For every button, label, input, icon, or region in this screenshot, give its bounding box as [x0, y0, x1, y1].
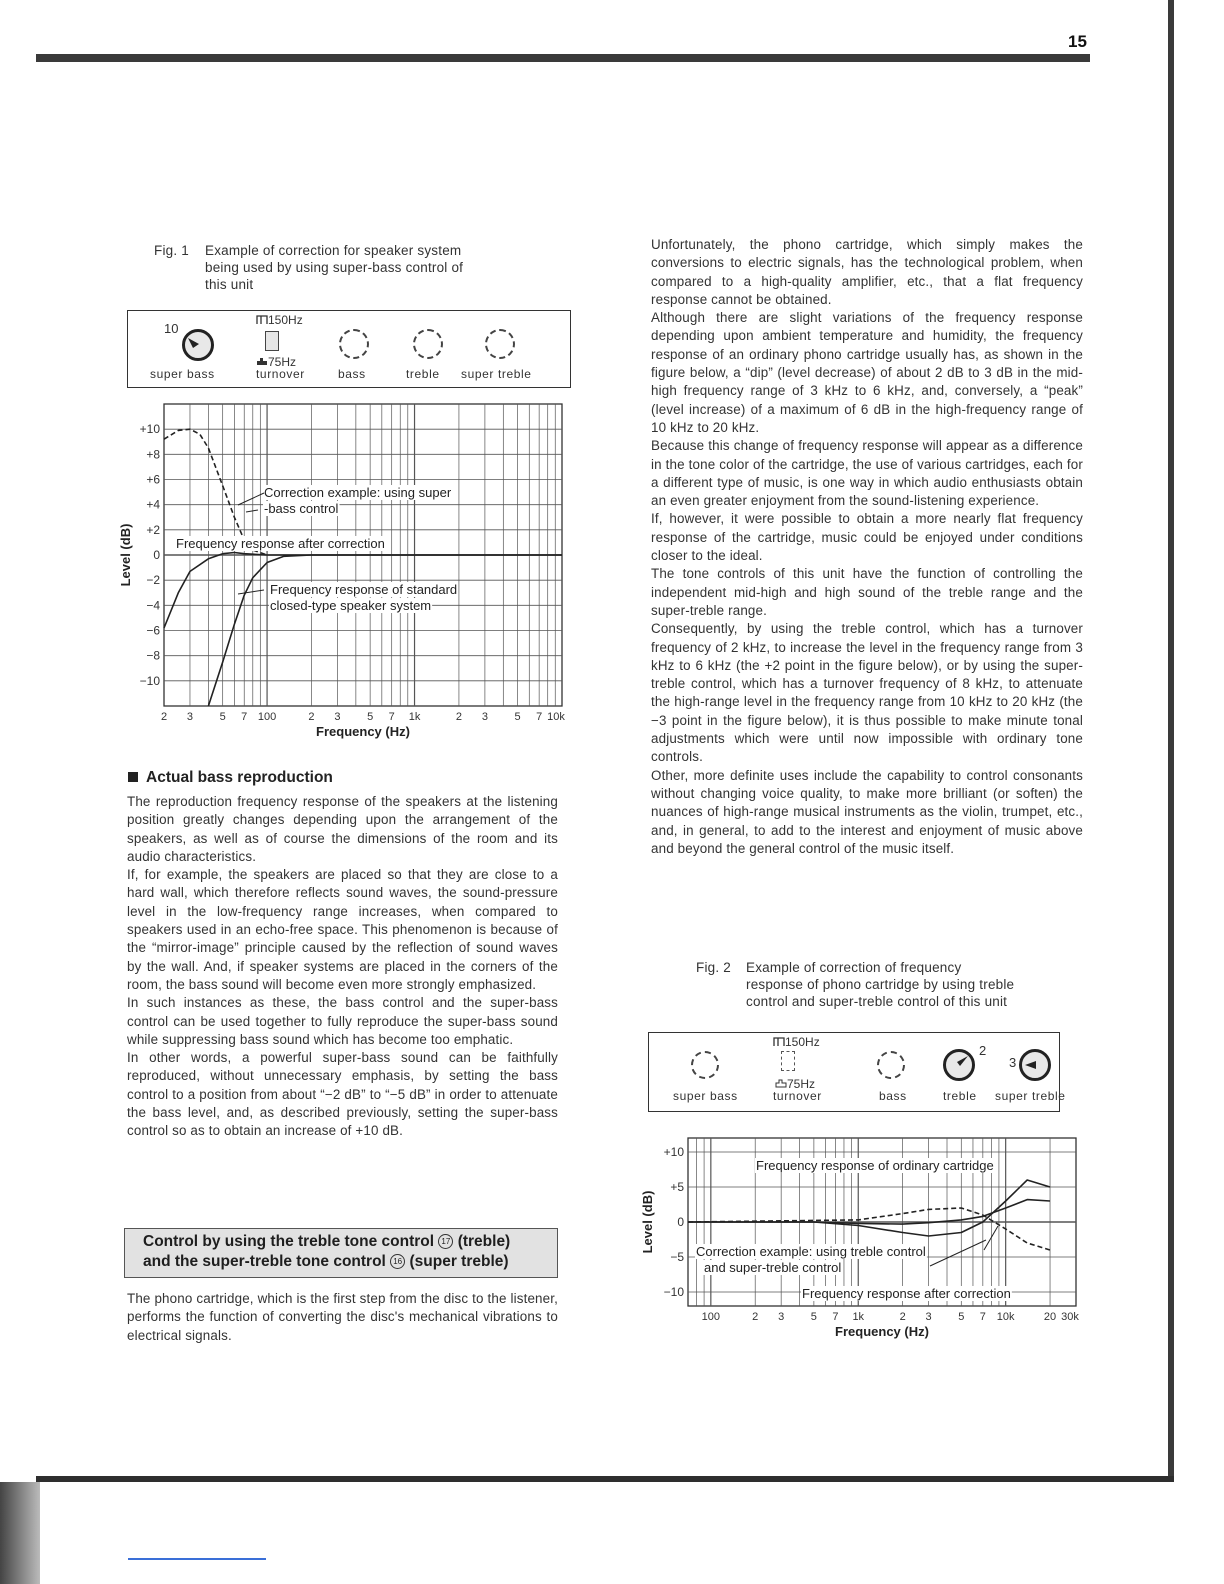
fig2-control-panel — [648, 1032, 1066, 1112]
y-axis-title: Level (dB) — [640, 1190, 655, 1254]
fig1-label-turnover: turnover — [256, 367, 305, 381]
annotation-2: -bass control — [264, 501, 339, 516]
annotation-4: Frequency response after correction — [802, 1286, 1011, 1301]
chart1-annotations — [175, 485, 458, 613]
switch-high-icon — [773, 1036, 785, 1047]
x-tick-label: 2 — [752, 1311, 759, 1323]
treble-heading-line-1 — [143, 1233, 510, 1251]
x-tick-label: 10k — [996, 1311, 1015, 1323]
right-paragraph-1: Unfortunately, the phono cartridge, which simply makes the conversions to electric signals, has the technological problem, when compared to a high-quality amplifier, etc., that a flat frequency response cannot be obtained. — [651, 237, 1083, 307]
treble-heading-line-2 — [143, 1253, 509, 1271]
page-number: 15 — [1068, 32, 1087, 51]
knob-pointer-icon — [1022, 1052, 1048, 1078]
scan-edge-bottom — [36, 1476, 1174, 1482]
leader-line-2 — [246, 510, 258, 512]
fig2-number: Fig. 2 — [696, 960, 731, 975]
x-tick-label: 5 — [958, 1311, 965, 1323]
y-tick-label: −4 — [146, 598, 160, 613]
annotation-3: and super-treble control — [704, 1260, 842, 1275]
fig2-caption — [696, 959, 1076, 1013]
chart2-curves — [688, 1180, 1050, 1250]
x-tick-label: 3 — [481, 711, 488, 723]
fig2-superbass-knob[interactable] — [691, 1051, 719, 1079]
leader-line-2 — [930, 1240, 986, 1266]
fig1-turnover-switch[interactable] — [265, 331, 279, 351]
x-tick-label: 100 — [257, 711, 277, 723]
fig1-label-treble: treble — [406, 367, 440, 381]
scan-blue-mark — [128, 1558, 266, 1560]
right-paragraph-6: Consequently, by using the treble control, which has a turnover frequency of 2 kHz, to increase the level in the frequency range from 3 kHz to 6 kHz (the +2 point in the figure below), or by using the super-treble control, which has a turnover frequency of 8 kHz, to attenuate the high-range level in the frequency range from 10 kHz to 20 kHz (the −3 point in the figure below), it is thus possible to make minute tonal adjustments which were until now impossible with ordinary tone controls. — [651, 621, 1083, 765]
right-paragraph-7: Other, more definite uses include the capability to control consonants without changing voice quality, to make more brilliant (or soften) the nuances of high-range musical instruments as the violin, trumpet, etc., and, in general, to add to the interest and enjoyment of music above and beyond the general control of the music itself. — [651, 767, 1083, 856]
fig2-switch-bottom-text: 75Hz — [787, 1077, 816, 1091]
y-tick-label: −5 — [670, 1250, 684, 1264]
x-tick-label: 2 — [455, 711, 462, 723]
x-tick-label: 2 — [899, 1311, 906, 1323]
x-tick-label: 2 — [308, 711, 315, 723]
section-heading-text: Actual bass reproduction — [146, 769, 333, 786]
x-tick-label: 1k — [408, 711, 421, 723]
y-tick-label: 0 — [153, 548, 160, 562]
y-tick-label: +10 — [139, 422, 160, 437]
annotation-5: closed-type speaker system — [270, 598, 432, 613]
annotation-4: Frequency response of standard — [270, 582, 458, 597]
knob-pointer-icon — [185, 332, 211, 358]
treble-ref-icon: 17 — [438, 1234, 453, 1249]
x-tick-label: 1k — [852, 1311, 865, 1323]
left-final-paragraph — [127, 1290, 558, 1345]
x-tick-label: 10k — [547, 711, 565, 723]
x-tick-label: 30k — [1061, 1311, 1079, 1323]
section-heading-bass — [128, 769, 333, 787]
x-tick-label: 5 — [219, 711, 226, 723]
treble-heading-tail-2: (super treble) — [409, 1253, 509, 1270]
fig1-superbass-value: 10 — [164, 321, 179, 336]
fig1-number: Fig. 1 — [154, 243, 189, 258]
y-tick-label: +4 — [146, 497, 160, 512]
fig1-switch-top-text: 150Hz — [268, 313, 303, 327]
right-paragraph-2: Although there are slight variations of the frequency response depending upon ambient temperature and humidity, the frequency response of an ordinary phono cartridge usually has, as shown in the figure below, a “dip” (level decrease) of about 2 dB to 3 dB in the mid-high frequency range of 3 kHz to 6 kHz, and, conversely, a “peak” (level increase) of a maximum of 6 dB in the high-frequency range of 10 kHz to 20 kHz. — [651, 310, 1083, 435]
series-line-1 — [688, 1180, 1050, 1236]
fig2-switch-top-label — [773, 1035, 820, 1049]
series-line-3 — [688, 1200, 1050, 1225]
fig1-treble-knob[interactable] — [413, 329, 443, 359]
y-tick-label: −10 — [139, 673, 160, 688]
scan-edge-corner — [0, 1482, 40, 1584]
right-column-body — [651, 236, 1083, 858]
x-tick-label: 7 — [979, 1311, 986, 1323]
x-tick-label: 7 — [388, 711, 395, 723]
treble-heading-tail-1: (treble) — [457, 1233, 511, 1250]
switch-high-icon — [256, 314, 268, 325]
fig2-label-supertreble: super treble — [995, 1089, 1066, 1103]
fig1-supertreble-knob[interactable] — [485, 329, 515, 359]
leader-line-1 — [984, 1226, 998, 1250]
fig1-switch-bottom-text: 75Hz — [268, 355, 297, 369]
fig2-treble-knob[interactable] — [943, 1049, 975, 1081]
right-paragraph-3: Because this change of frequency response will appear as a difference in the tone color of the cartridge, the use of various cartridges, each for a different type of music, is one way in which audio enthusiasts obtain an even greater enjoyment from the sound-listening experience. — [651, 438, 1083, 509]
left-paragraph-2: If, for example, the speakers are placed so that they are close to a hard wall, which therefore reflects sound waves, the sound-pressure level in the low-frequency range increases, when compared to speakers used in an echo-free space. This phenomenon is because of the “mirror-image” principle caused by the reflection of sound waves by the wall. And, if speaker systems are placed in the corners of the room, the bass sound will become even more strongly emphasized. — [127, 867, 558, 992]
fig1-switch-top-label — [256, 313, 303, 327]
chart2-annotations — [695, 1158, 1012, 1301]
annotation-1: Correction example: using super — [264, 485, 452, 500]
fig2-switch-top-text: 150Hz — [785, 1035, 820, 1049]
fig1-label-superbass: super bass — [150, 367, 215, 381]
fig2-label-turnover: turnover — [773, 1089, 822, 1103]
fig2-bass-knob[interactable] — [877, 1051, 905, 1079]
header-rule — [36, 54, 1090, 62]
right-paragraph-4: If, however, it were possible to obtain a more nearly flat frequency response of the cartridge, music could be enjoyed under conditions closer to the ideal. — [651, 511, 1083, 564]
annotation-3: Frequency response after correction — [176, 536, 385, 551]
knob-pointer-icon — [946, 1052, 972, 1078]
annotation-1: Frequency response of ordinary cartridge — [756, 1158, 994, 1173]
x-tick-label: 2 — [160, 711, 168, 723]
x-tick-label: 7 — [536, 711, 543, 723]
treble-section-heading — [124, 1228, 558, 1278]
fig2-supertreble-value: 3 — [1009, 1055, 1017, 1070]
right-paragraph-5: The tone controls of this unit have the function of controlling the independent mid-high and high sound of the treble range and the super-treble range. — [651, 566, 1083, 618]
x-tick-label: 5 — [810, 1311, 817, 1323]
x-tick-label: 20 — [1043, 1311, 1057, 1323]
chart2-ticks — [640, 1145, 1079, 1339]
x-tick-label: 3 — [925, 1311, 932, 1323]
x-axis-title: Frequency (Hz) — [835, 1324, 929, 1339]
switch-low-icon — [256, 357, 268, 366]
treble-heading-text-1: Control by using the treble tone control — [143, 1233, 435, 1250]
left-paragraph-4: In other words, a powerful super-bass sound can be faithfully reproduced, without unnecessary emphasis, by setting the bass control to a position from about “−2 dB” to “−5 dB” in order to attenuate the bass level, and, as described previously, setting the super-bass control so as to obtain an increase of +10 dB. — [127, 1050, 558, 1139]
y-tick-label: −6 — [146, 623, 160, 638]
fig2-chart — [630, 1130, 1090, 1350]
y-tick-label: +5 — [670, 1180, 684, 1194]
x-tick-label: 3 — [334, 711, 341, 723]
y-tick-label: −10 — [663, 1285, 684, 1299]
y-tick-label: −2 — [146, 573, 160, 588]
fig2-label-bass: bass — [879, 1089, 907, 1103]
y-tick-label: 0 — [677, 1215, 684, 1229]
x-tick-label: 5 — [514, 711, 521, 723]
x-tick-label: 3 — [778, 1311, 785, 1323]
x-tick-label: 7 — [241, 711, 248, 723]
left-column-body — [127, 793, 558, 1141]
fig1-caption-text: Example of correction for speaker system being used by using super-bass control of this unit — [205, 243, 464, 292]
y-tick-label: −8 — [146, 648, 160, 663]
fig1-chart — [118, 400, 578, 740]
x-tick-label: 7 — [832, 1311, 839, 1323]
fig2-caption-text: Example of correction of frequency response of phono cartridge by using treble control and super-treble control of this unit — [746, 960, 1015, 1009]
y-tick-label: +10 — [663, 1145, 684, 1159]
annotation-2: Correction example: using treble control — [696, 1244, 926, 1259]
left-paragraph-3: In such instances as these, the bass control and the super-bass control can be used together to fully reproduce the super-bass sound while suppressing bass sound which has become too emphatic. — [127, 995, 558, 1047]
fig1-control-panel — [127, 310, 571, 388]
x-tick-label: 3 — [186, 711, 194, 723]
supertreble-ref-icon: 16 — [390, 1254, 405, 1269]
fig2-label-superbass: super bass — [673, 1089, 738, 1103]
fig1-bass-knob[interactable] — [339, 329, 369, 359]
left-paragraph-final: The phono cartridge, which is the first step from the disc to the listener, performs the function of converting the disc's mechanical vibrations to electrical signals. — [127, 1291, 558, 1343]
treble-heading-text-2: and the super-treble tone control — [143, 1253, 386, 1270]
x-axis-title: Frequency (Hz) — [316, 724, 410, 739]
y-tick-label: +6 — [146, 472, 160, 487]
y-tick-label: +2 — [146, 522, 160, 537]
heading-bullet-icon — [128, 772, 138, 782]
chart1-curves — [164, 429, 562, 706]
fig1-label-supertreble: super treble — [461, 367, 532, 381]
fig1-caption — [154, 242, 534, 296]
switch-low-icon — [775, 1079, 787, 1088]
fig2-treble-value: 2 — [979, 1043, 987, 1058]
x-tick-label: 5 — [367, 711, 374, 723]
fig1-label-bass: bass — [338, 367, 366, 381]
fig2-turnover-switch[interactable] — [781, 1051, 795, 1071]
fig1-superbass-knob[interactable] — [182, 329, 214, 361]
y-tick-label: +8 — [146, 447, 160, 462]
scan-edge-right — [1168, 0, 1174, 1480]
x-tick-label: 100 — [701, 1311, 721, 1323]
y-axis-title: Level (dB) — [118, 523, 133, 587]
left-paragraph-1: The reproduction frequency response of the speakers at the listening position greatly changes depending upon the arrangement of the speakers, as well as of course the dimensions of the room and its audio characteristics. — [127, 794, 558, 864]
fig2-supertreble-knob[interactable] — [1019, 1049, 1051, 1081]
fig2-label-treble: treble — [943, 1089, 977, 1103]
